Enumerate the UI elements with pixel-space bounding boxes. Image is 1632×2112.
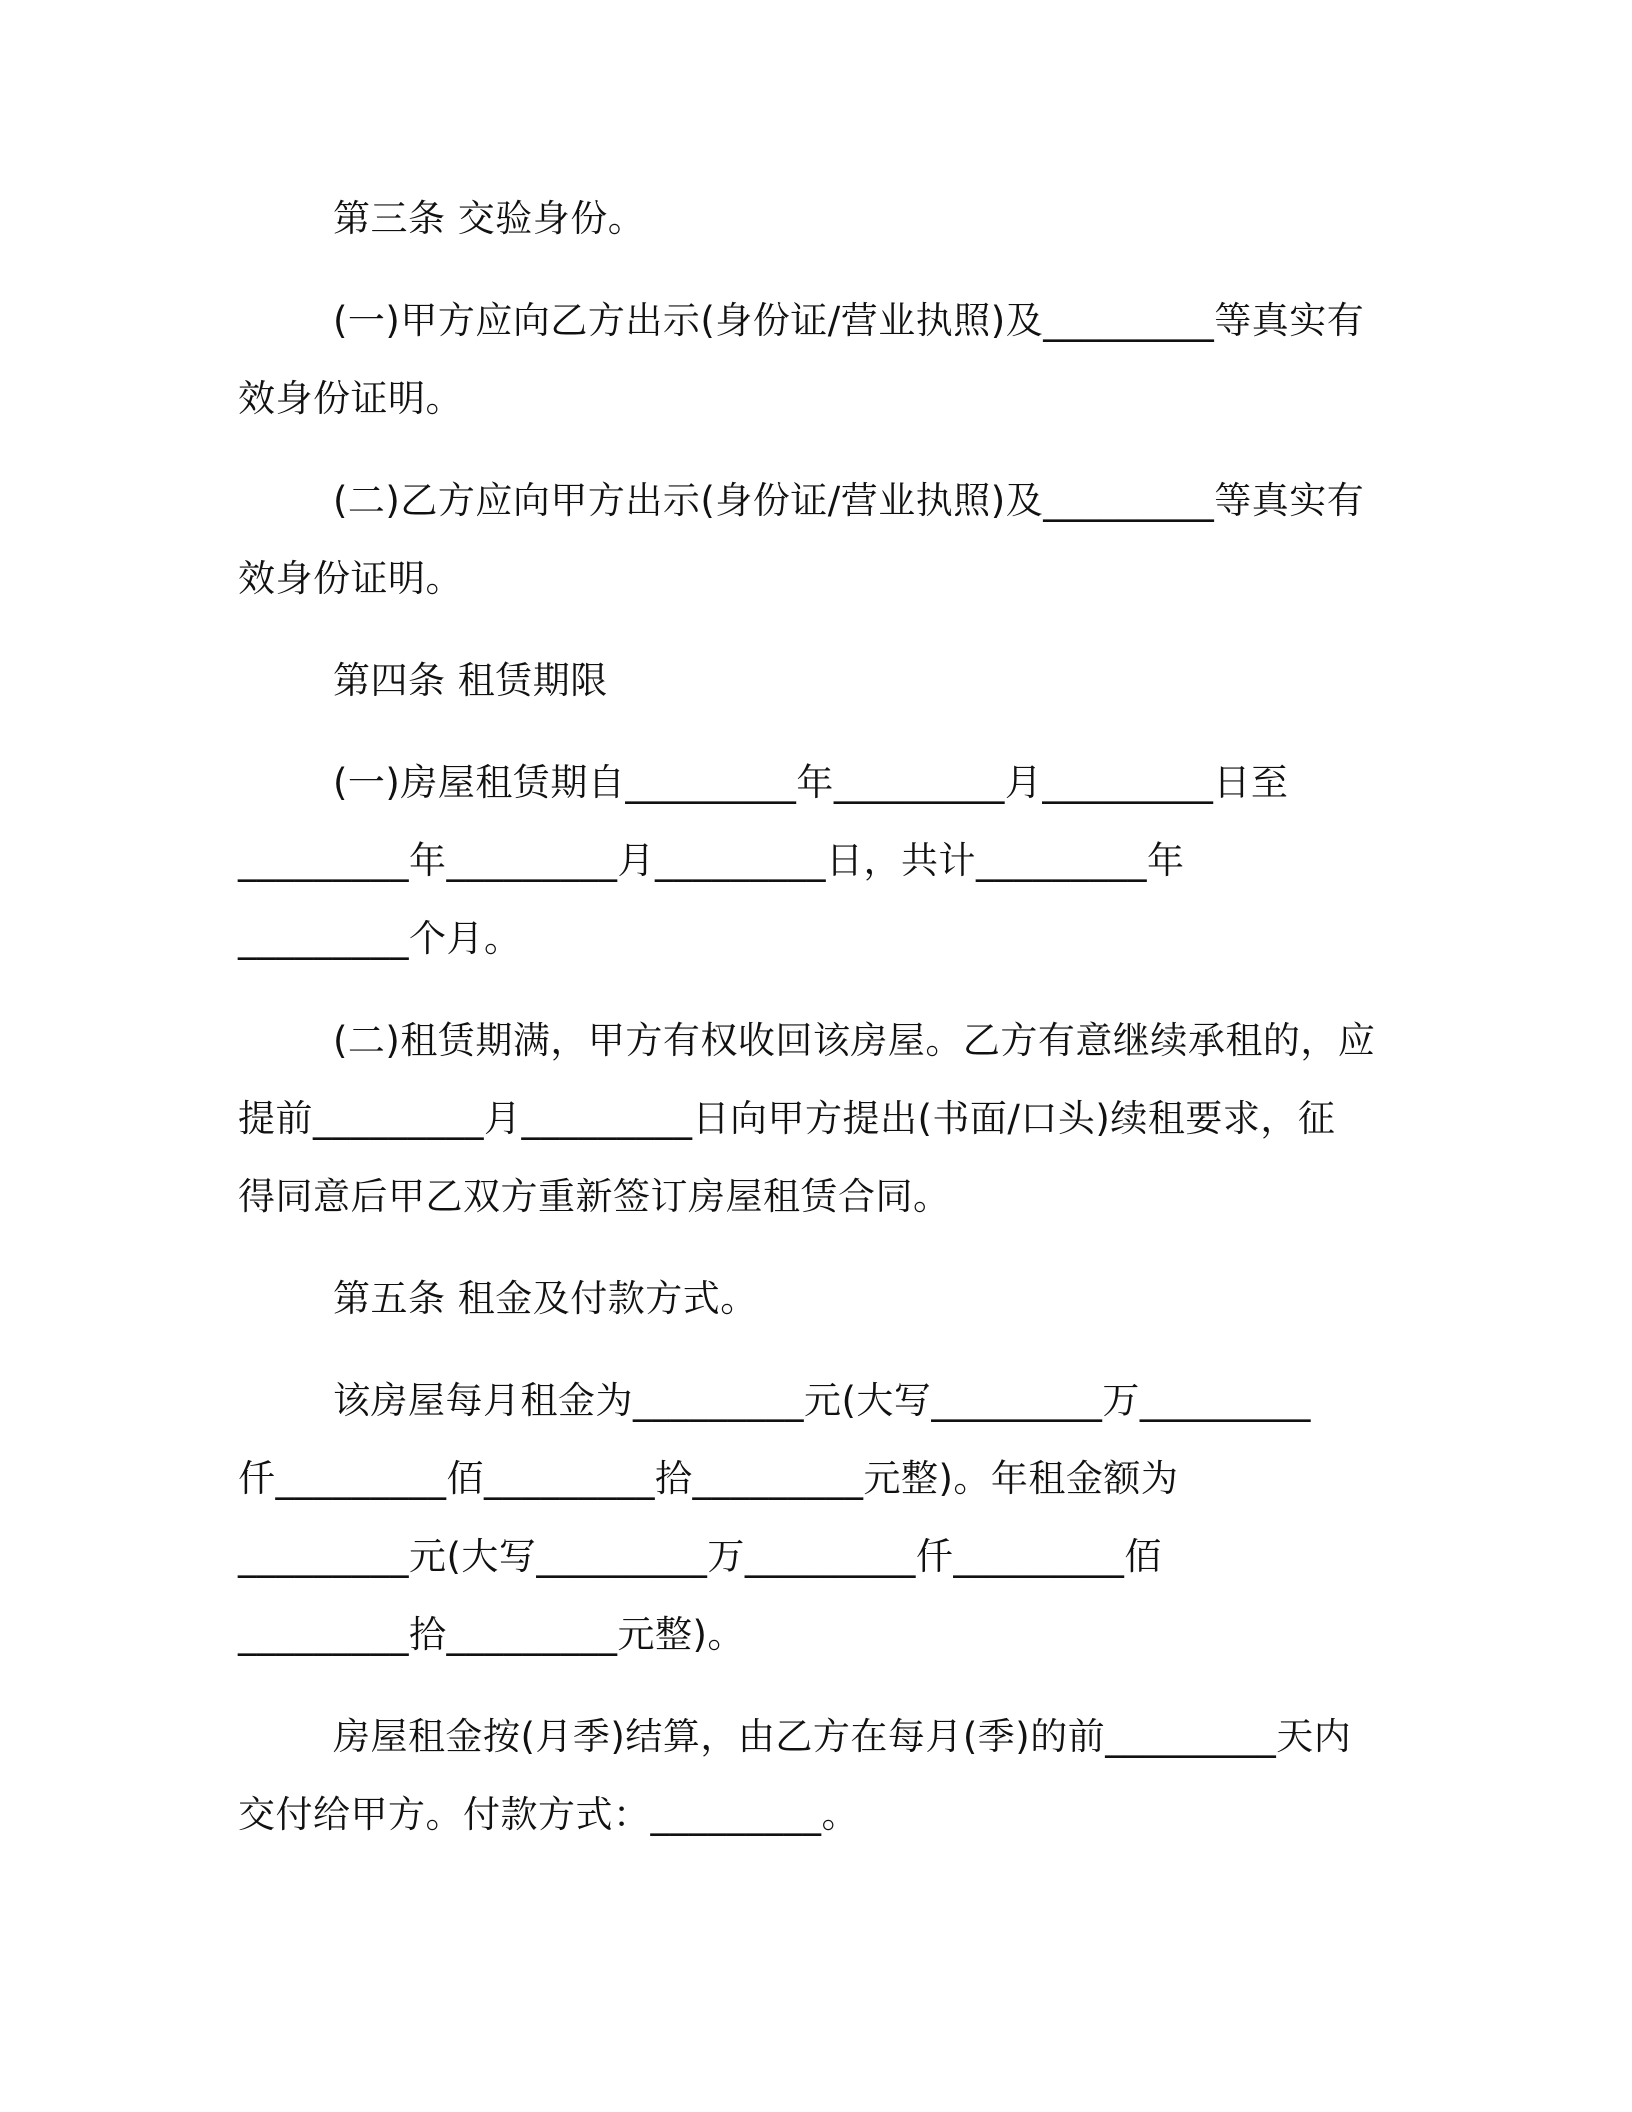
article-5-payment-line-1: 房屋租金按(月季)结算，由乙方在每月(季)的前_________天内 (333, 1715, 1352, 1758)
article-4-clause-2-line-2: 提前_________月_________日向甲方提出(书面/口头)续租要求，征 (238, 1097, 1336, 1140)
article-3-clause-1-line-1: (一)甲方应向乙方出示(身份证/营业执照)及_________等真实有 (333, 299, 1365, 342)
article-4-heading: 第四条 租赁期限 (333, 659, 608, 702)
article-4-clause-1-line-2: _________年_________月_________日，共计_________年 (238, 839, 1185, 882)
article-5-payment-line-2: 交付给甲方。付款方式：_________。 (238, 1793, 859, 1836)
article-5-rent-line-3: _________元(大写_________万_________仟_________佰 (238, 1535, 1162, 1578)
article-3-clause-1-line-2: 效身份证明。 (238, 377, 463, 420)
article-4-clause-1-line-1: (一)房屋租赁期自_________年_________月_________日至 (333, 761, 1289, 804)
article-4-clause-2-line-3: 得同意后甲乙双方重新签订房屋租赁合同。 (238, 1175, 951, 1218)
article-5-rent-line-1: 该房屋每月租金为_________元(大写_________万_________ (333, 1379, 1311, 1422)
article-3-clause-2-line-1: (二)乙方应向甲方出示(身份证/营业执照)及_________等真实有 (333, 479, 1365, 522)
article-5-rent-line-4: _________拾_________元整)。 (238, 1613, 745, 1656)
article-5-heading: 第五条 租金及付款方式。 (333, 1277, 758, 1320)
article-5-rent-line-2: 仟_________佰_________拾_________元整)。年租金额为 (238, 1457, 1179, 1500)
article-3-heading: 第三条 交验身份。 (333, 197, 646, 240)
article-4-clause-1-line-3: _________个月。 (238, 917, 522, 960)
article-3-clause-2-line-2: 效身份证明。 (238, 557, 463, 600)
article-4-clause-2-line-1: (二)租赁期满，甲方有权收回该房屋。乙方有意继续承租的，应 (333, 1019, 1376, 1062)
